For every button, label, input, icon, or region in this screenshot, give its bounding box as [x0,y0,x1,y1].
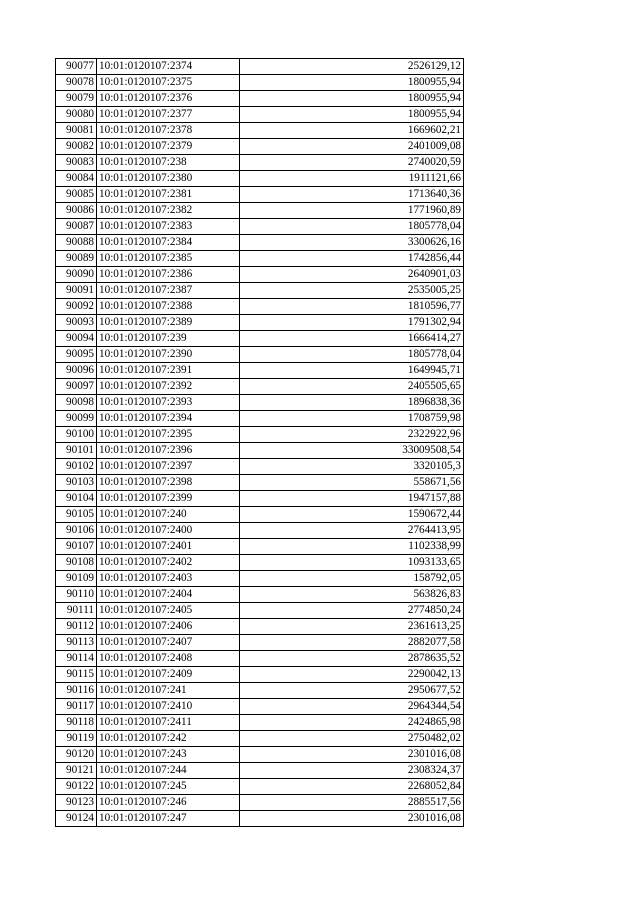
value-cell: 1666414,27 [240,331,464,347]
cadastral-number-cell: 10:01:0120107:2403 [97,571,240,587]
table-row [56,779,464,795]
table-row [56,587,464,603]
row-id-cell: 90077 [56,59,97,75]
cadastral-number-cell: 10:01:0120107:2405 [97,603,240,619]
cadastral-number-cell: 10:01:0120107:2407 [97,635,240,651]
value-cell: 558671,56 [240,475,464,491]
value-cell: 2535005,25 [240,283,464,299]
value-cell: 2950677,52 [240,683,464,699]
row-id-cell: 90080 [56,107,97,123]
value-cell: 1649945,71 [240,363,464,379]
value-cell: 2424865,98 [240,715,464,731]
row-id-cell: 90119 [56,731,97,747]
cadastral-number-cell: 10:01:0120107:244 [97,763,240,779]
value-cell: 1102338,99 [240,539,464,555]
value-cell: 3320105,3 [240,459,464,475]
cadastral-number-cell: 10:01:0120107:2394 [97,411,240,427]
table-row [56,651,464,667]
value-cell: 1805778,04 [240,219,464,235]
table-row [56,539,464,555]
row-id-cell: 90092 [56,299,97,315]
cadastral-number-cell: 10:01:0120107:2384 [97,235,240,251]
cadastral-number-cell: 10:01:0120107:2382 [97,203,240,219]
row-id-cell: 90117 [56,699,97,715]
value-cell: 2740020,59 [240,155,464,171]
row-id-cell: 90118 [56,715,97,731]
value-cell: 2878635,52 [240,651,464,667]
value-cell: 2640901,03 [240,267,464,283]
table-row [56,635,464,651]
row-id-cell: 90093 [56,315,97,331]
cadastral-number-cell: 10:01:0120107:2400 [97,523,240,539]
cadastral-number-cell: 10:01:0120107:242 [97,731,240,747]
cadastral-number-cell: 10:01:0120107:2380 [97,171,240,187]
row-id-cell: 90110 [56,587,97,603]
table-row [56,571,464,587]
table-row [56,715,464,731]
table-row [56,363,464,379]
table-row [56,235,464,251]
value-cell: 2885517,56 [240,795,464,811]
row-id-cell: 90121 [56,763,97,779]
row-id-cell: 90113 [56,635,97,651]
value-cell: 1896838,36 [240,395,464,411]
table-row [56,107,464,123]
value-cell: 1713640,36 [240,187,464,203]
table-row [56,395,464,411]
row-id-cell: 90090 [56,267,97,283]
value-cell: 2964344,54 [240,699,464,715]
value-cell: 2882077,58 [240,635,464,651]
row-id-cell: 90096 [56,363,97,379]
value-cell: 1742856,44 [240,251,464,267]
value-cell: 2401009,08 [240,139,464,155]
row-id-cell: 90097 [56,379,97,395]
row-id-cell: 90112 [56,619,97,635]
value-cell: 1669602,21 [240,123,464,139]
cadastral-number-cell: 10:01:0120107:2387 [97,283,240,299]
cadastral-number-cell: 10:01:0120107:243 [97,747,240,763]
row-id-cell: 90078 [56,75,97,91]
row-id-cell: 90098 [56,395,97,411]
table-row [56,347,464,363]
row-id-cell: 90081 [56,123,97,139]
cadastral-number-cell: 10:01:0120107:246 [97,795,240,811]
value-cell: 2764413,95 [240,523,464,539]
row-id-cell: 90100 [56,427,97,443]
table-row [56,203,464,219]
value-cell: 1800955,94 [240,91,464,107]
table-row [56,763,464,779]
cadastral-number-cell: 10:01:0120107:2392 [97,379,240,395]
table-row [56,123,464,139]
table-row [56,75,464,91]
cadastral-number-cell: 10:01:0120107:239 [97,331,240,347]
row-id-cell: 90107 [56,539,97,555]
row-id-cell: 90086 [56,203,97,219]
table-row [56,667,464,683]
value-cell: 2750482,02 [240,731,464,747]
table-row [56,155,464,171]
row-id-cell: 90123 [56,795,97,811]
table-row [56,795,464,811]
table-row [56,683,464,699]
table-row [56,747,464,763]
table-row [56,491,464,507]
table-row [56,475,464,491]
table-row [56,283,464,299]
row-id-cell: 90103 [56,475,97,491]
row-id-cell: 90122 [56,779,97,795]
row-id-cell: 90116 [56,683,97,699]
row-id-cell: 90079 [56,91,97,107]
value-cell: 1805778,04 [240,347,464,363]
table-row [56,411,464,427]
table-row [56,251,464,267]
table-body [56,59,464,827]
cadastral-number-cell: 10:01:0120107:2399 [97,491,240,507]
cadastral-number-cell: 10:01:0120107:2406 [97,619,240,635]
table-row [56,443,464,459]
table-row [56,139,464,155]
cadastral-number-cell: 10:01:0120107:2409 [97,667,240,683]
cadastral-number-cell: 10:01:0120107:2390 [97,347,240,363]
row-id-cell: 90085 [56,187,97,203]
row-id-cell: 90124 [56,811,97,827]
row-id-cell: 90101 [56,443,97,459]
value-cell: 1708759,98 [240,411,464,427]
cadastral-number-cell: 10:01:0120107:2404 [97,587,240,603]
table-row [56,219,464,235]
table-row [56,171,464,187]
row-id-cell: 90115 [56,667,97,683]
cadastral-number-cell: 10:01:0120107:2376 [97,91,240,107]
row-id-cell: 90082 [56,139,97,155]
cadastral-number-cell: 10:01:0120107:245 [97,779,240,795]
cadastral-number-cell: 10:01:0120107:2375 [97,75,240,91]
row-id-cell: 90109 [56,571,97,587]
cadastral-number-cell: 10:01:0120107:2408 [97,651,240,667]
value-cell: 1800955,94 [240,107,464,123]
cadastral-number-cell: 10:01:0120107:2378 [97,123,240,139]
cadastral-number-cell: 10:01:0120107:2386 [97,267,240,283]
table-row [56,459,464,475]
value-cell: 2268052,84 [240,779,464,795]
table-row [56,299,464,315]
table-row [56,59,464,75]
cadastral-number-cell: 10:01:0120107:2395 [97,427,240,443]
table-row [56,187,464,203]
row-id-cell: 90095 [56,347,97,363]
cadastral-value-table [55,58,464,827]
row-id-cell: 90105 [56,507,97,523]
table-row [56,699,464,715]
cadastral-number-cell: 10:01:0120107:2393 [97,395,240,411]
value-cell: 2322922,96 [240,427,464,443]
row-id-cell: 90120 [56,747,97,763]
cadastral-number-cell: 10:01:0120107:2397 [97,459,240,475]
row-id-cell: 90083 [56,155,97,171]
cadastral-number-cell: 10:01:0120107:2411 [97,715,240,731]
table-row [56,91,464,107]
value-cell: 2308324,37 [240,763,464,779]
table-row [56,731,464,747]
row-id-cell: 90111 [56,603,97,619]
cadastral-number-cell: 10:01:0120107:2402 [97,555,240,571]
value-cell: 2405505,65 [240,379,464,395]
value-cell: 2301016,08 [240,811,464,827]
value-cell: 2774850,24 [240,603,464,619]
table-row [56,427,464,443]
value-cell: 1911121,66 [240,171,464,187]
cadastral-number-cell: 10:01:0120107:2374 [97,59,240,75]
row-id-cell: 90099 [56,411,97,427]
value-cell: 158792,05 [240,571,464,587]
table-row [56,603,464,619]
table-row [56,267,464,283]
cadastral-number-cell: 10:01:0120107:2396 [97,443,240,459]
value-cell: 1590672,44 [240,507,464,523]
row-id-cell: 90088 [56,235,97,251]
cadastral-number-cell: 10:01:0120107:240 [97,507,240,523]
value-cell: 1771960,89 [240,203,464,219]
cadastral-number-cell: 10:01:0120107:2388 [97,299,240,315]
table-row [56,811,464,827]
row-id-cell: 90089 [56,251,97,267]
value-cell: 1810596,77 [240,299,464,315]
table-row [56,315,464,331]
value-cell: 1791302,94 [240,315,464,331]
value-cell: 33009508,54 [240,443,464,459]
table-row [56,379,464,395]
value-cell: 2526129,12 [240,59,464,75]
cadastral-number-cell: 10:01:0120107:2385 [97,251,240,267]
cadastral-number-cell: 10:01:0120107:2398 [97,475,240,491]
table-row [56,523,464,539]
value-cell: 1093133,65 [240,555,464,571]
row-id-cell: 90084 [56,171,97,187]
row-id-cell: 90094 [56,331,97,347]
table-row [56,331,464,347]
cadastral-number-cell: 10:01:0120107:2381 [97,187,240,203]
value-cell: 2361613,25 [240,619,464,635]
row-id-cell: 90087 [56,219,97,235]
table-row [56,507,464,523]
cadastral-number-cell: 10:01:0120107:241 [97,683,240,699]
cadastral-number-cell: 10:01:0120107:2389 [97,315,240,331]
value-cell: 563826,83 [240,587,464,603]
cadastral-number-cell: 10:01:0120107:238 [97,155,240,171]
table-row [56,619,464,635]
row-id-cell: 90102 [56,459,97,475]
cadastral-number-cell: 10:01:0120107:2391 [97,363,240,379]
cadastral-number-cell: 10:01:0120107:2383 [97,219,240,235]
row-id-cell: 90106 [56,523,97,539]
cadastral-number-cell: 10:01:0120107:2377 [97,107,240,123]
row-id-cell: 90114 [56,651,97,667]
value-cell: 2290042,13 [240,667,464,683]
cadastral-number-cell: 10:01:0120107:2410 [97,699,240,715]
value-cell: 3300626,16 [240,235,464,251]
cadastral-number-cell: 10:01:0120107:247 [97,811,240,827]
value-cell: 1800955,94 [240,75,464,91]
row-id-cell: 90108 [56,555,97,571]
cadastral-number-cell: 10:01:0120107:2401 [97,539,240,555]
row-id-cell: 90091 [56,283,97,299]
cadastral-number-cell: 10:01:0120107:2379 [97,139,240,155]
value-cell: 2301016,08 [240,747,464,763]
table-row [56,555,464,571]
value-cell: 1947157,88 [240,491,464,507]
row-id-cell: 90104 [56,491,97,507]
